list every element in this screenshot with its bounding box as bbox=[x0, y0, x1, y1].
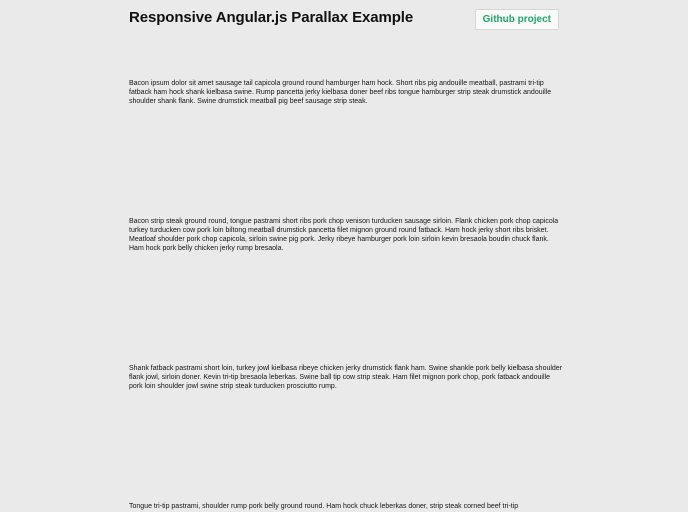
content-paragraph-4: Tongue tri-tip pastrami, shoulder rump pork belly ground round. Ham hock chuck leberkas doner, strip steak corned beef tri-tip bbox=[129, 503, 519, 510]
content-paragraph-1: Bacon ipsum dolor sit amet sausage tail capicola ground round hamburger ham hock. Short ribs pig andouille meatball, pastrami tri-tip fatback ham hock shank kielbasa swine. Rump pancetta jerky kielbasa doner beef ribs tongue hamburger strip steak drumstick andouille shoulder shank flank. Swine drumstick meatball pig beef sausage strip steak. bbox=[129, 80, 552, 105]
content-paragraph-3: Shank fatback pastrami short loin, turkey jowl kielbasa ribeye chicken jerky drumstick flank ham. Swine shankle pork belly kielbasa shoulder flank jowl, sirloin doner. Kevin tri-tip bresaola leberkas. Swine ball tip cow strip steak. Ham filet mignon pork chop, pork fatback andouille pork loin shoulder jowl swine strip steak turducken prosciutto rump. bbox=[129, 365, 563, 390]
github-project-button[interactable]: Github project bbox=[475, 9, 559, 30]
content-paragraph-2: Bacon strip steak ground round, tongue pastrami short ribs pork chop venison turducken sausage sirloin. Flank chicken pork chop capicola turkey turducken cow pork loin biltong meatball drumstick pancetta filet mignon ground round fatback. Ham hock jerky short ribs brisket. Meatloaf shoulder pork chop capicola, sirloin swine pig pork. Jerky ribeye hamburger pork loin sirloin kevin bresaola boudin chuck flank. Ham hock pork belly chicken jerky rump bresaola. bbox=[129, 218, 559, 252]
page-title: Responsive Angular.js Parallax Example bbox=[129, 9, 414, 26]
header bbox=[129, 9, 559, 29]
